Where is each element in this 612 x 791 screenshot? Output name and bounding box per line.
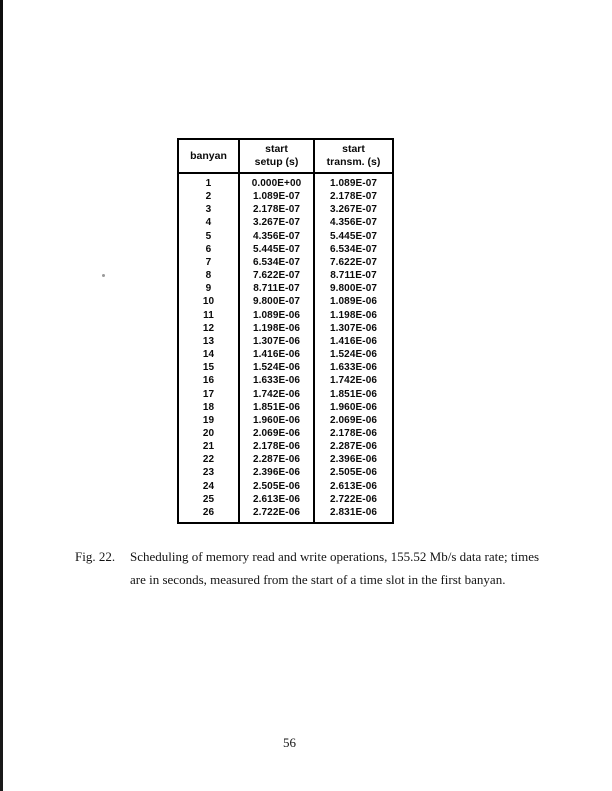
cell-banyan: 23 (202, 467, 215, 479)
cell-banyan: 1 (205, 178, 212, 189)
cell-start-setup: 1.960E-06 (239, 414, 314, 427)
cell-banyan: 4 (205, 217, 212, 229)
cell-banyan: 3 (205, 204, 212, 216)
header-banyan-label: banyan (190, 149, 227, 162)
caption-line-1: Scheduling of memory read and write operations, 155.52 Mb/s data rate; times (130, 549, 540, 564)
table-row (178, 348, 393, 361)
cell-start-transm: 5.445E-07 (314, 230, 393, 243)
table-row (178, 203, 393, 216)
cell-start-transm: 4.356E-07 (314, 216, 393, 229)
cell-start-transm: 1.416E-06 (314, 335, 393, 348)
cell-start-setup: 1.198E-06 (239, 322, 314, 335)
cell-start-setup: 2.287E-06 (239, 453, 314, 466)
cell-start-transm: 1.307E-06 (314, 322, 393, 335)
cell-start-setup: 2.178E-07 (239, 203, 314, 216)
cell-start-setup: 6.534E-07 (239, 256, 314, 269)
cell-banyan: 18 (202, 401, 215, 413)
cell-start-transm: 6.534E-07 (314, 243, 393, 256)
cell-start-transm: 1.524E-06 (314, 348, 393, 361)
cell-start-setup: 1.742E-06 (239, 388, 314, 401)
table-row (178, 466, 393, 479)
cell-start-setup: 8.711E-07 (239, 282, 314, 295)
cell-start-transm: 1.742E-06 (314, 374, 393, 387)
cell-banyan: 7 (205, 256, 212, 268)
cell-banyan: 19 (202, 414, 215, 426)
table-row (178, 401, 393, 414)
cell-start-transm: 2.178E-06 (314, 427, 393, 440)
cell-start-transm: 2.722E-06 (314, 493, 393, 506)
cell-start-transm: 1.960E-06 (314, 401, 393, 414)
table-row (178, 414, 393, 427)
cell-banyan: 25 (202, 493, 215, 505)
cell-start-setup: 1.633E-06 (239, 374, 314, 387)
table-row (178, 173, 393, 190)
cell-start-setup: 1.089E-06 (239, 309, 314, 322)
table-header (178, 139, 393, 173)
cell-start-transm: 2.831E-06 (314, 506, 393, 523)
cell-banyan: 5 (205, 230, 212, 242)
cell-start-transm: 1.089E-07 (314, 173, 393, 190)
table-row (178, 256, 393, 269)
cell-start-setup: 3.267E-07 (239, 216, 314, 229)
cell-start-transm: 1.633E-06 (314, 361, 393, 374)
cell-start-setup: 2.613E-06 (239, 493, 314, 506)
cell-start-setup: 1.524E-06 (239, 361, 314, 374)
cell-start-setup: 5.445E-07 (239, 243, 314, 256)
table-row (178, 440, 393, 453)
cell-start-transm: 9.800E-07 (314, 282, 393, 295)
table-row (178, 480, 393, 493)
cell-banyan: 14 (202, 349, 215, 361)
table-body (178, 173, 393, 523)
figure-caption-text (130, 545, 539, 591)
cell-banyan: 20 (202, 427, 215, 439)
cell-start-setup: 1.307E-06 (239, 335, 314, 348)
table-row (178, 230, 393, 243)
cell-banyan: 2 (205, 191, 212, 203)
cell-banyan: 9 (205, 283, 212, 295)
table-row (178, 493, 393, 506)
cell-banyan: 21 (202, 441, 215, 453)
cell-start-transm: 7.622E-07 (314, 256, 393, 269)
cell-start-transm: 2.396E-06 (314, 453, 393, 466)
cell-banyan: 13 (202, 335, 215, 347)
page-number: 56 (283, 735, 296, 750)
table-row (178, 335, 393, 348)
cell-start-transm: 3.267E-07 (314, 203, 393, 216)
header-start-transm: start transm. (s) (314, 139, 393, 173)
table-row (178, 295, 393, 308)
table-row (178, 427, 393, 440)
cell-banyan: 10 (202, 296, 215, 308)
header-start-setup: start setup (s) (239, 139, 314, 173)
scan-speck-artifact (102, 274, 105, 277)
cell-banyan: 24 (202, 480, 215, 492)
table-row (178, 269, 393, 282)
scheduling-table (177, 138, 394, 524)
cell-start-transm: 1.851E-06 (314, 388, 393, 401)
table-header-row (178, 139, 393, 173)
table-row (178, 243, 393, 256)
cell-banyan: 12 (202, 322, 215, 334)
cell-start-setup: 2.505E-06 (239, 480, 314, 493)
cell-banyan: 22 (202, 454, 215, 466)
cell-banyan: 17 (202, 388, 215, 400)
cell-start-setup: 1.851E-06 (239, 401, 314, 414)
caption-line-2: are in seconds, measured from the start of a time slot in the first banyan. (130, 572, 506, 587)
cell-start-transm: 2.287E-06 (314, 440, 393, 453)
cell-banyan: 8 (205, 270, 212, 282)
cell-start-transm: 2.069E-06 (314, 414, 393, 427)
cell-start-transm: 1.089E-06 (314, 295, 393, 308)
header-banyan (178, 139, 239, 173)
cell-banyan: 26 (202, 506, 215, 518)
cell-start-setup: 4.356E-07 (239, 230, 314, 243)
figure-caption (75, 545, 539, 591)
table-row (178, 216, 393, 229)
cell-start-setup: 1.416E-06 (239, 348, 314, 361)
table-row (178, 374, 393, 387)
cell-start-setup: 0.000E+00 (239, 173, 314, 190)
table-row (178, 282, 393, 295)
cell-start-setup: 2.178E-06 (239, 440, 314, 453)
cell-start-transm: 2.178E-07 (314, 190, 393, 203)
cell-start-setup: 1.089E-07 (239, 190, 314, 203)
cell-banyan: 16 (202, 375, 215, 387)
table-row (178, 361, 393, 374)
cell-start-transm: 1.198E-06 (314, 309, 393, 322)
scan-edge-artifact (0, 0, 3, 791)
table-row (178, 388, 393, 401)
cell-start-setup: 7.622E-07 (239, 269, 314, 282)
figure-caption-label: Fig. 22. (75, 549, 116, 564)
cell-start-setup: 2.722E-06 (239, 506, 314, 523)
cell-banyan: 6 (205, 243, 212, 255)
table-row (178, 322, 393, 335)
cell-start-transm: 8.711E-07 (314, 269, 393, 282)
table-row (178, 506, 393, 523)
table-row (178, 190, 393, 203)
table-row (178, 309, 393, 322)
cell-start-setup: 9.800E-07 (239, 295, 314, 308)
cell-start-transm: 2.505E-06 (314, 466, 393, 479)
cell-start-setup: 2.069E-06 (239, 427, 314, 440)
cell-banyan: 15 (202, 362, 215, 374)
cell-banyan: 11 (203, 309, 214, 321)
table-row (178, 453, 393, 466)
cell-start-transm: 2.613E-06 (314, 480, 393, 493)
cell-start-setup: 2.396E-06 (239, 466, 314, 479)
